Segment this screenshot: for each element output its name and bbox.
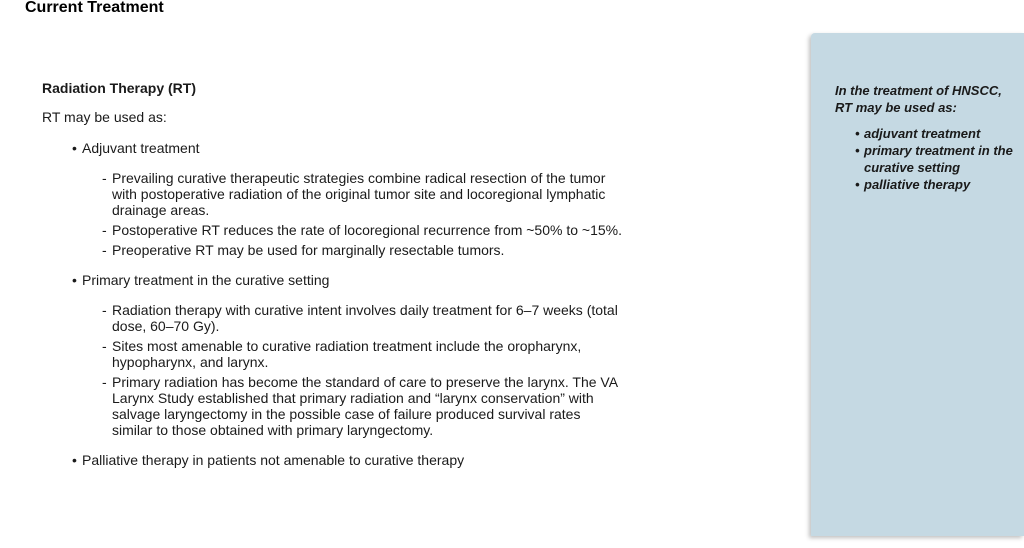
dash: -	[102, 374, 107, 390]
subitem-text: Preoperative RT may be used for marginally resectable tumors.	[112, 242, 505, 258]
section-heading: Radiation Therapy (RT)	[42, 80, 197, 96]
sidebar-item-label: adjuvant treatment	[864, 126, 981, 141]
sidebar-list	[835, 125, 1015, 193]
list-item	[102, 302, 622, 334]
sidebar-item	[855, 176, 1015, 193]
bullet-dot: •	[72, 272, 77, 288]
dash: -	[102, 242, 107, 258]
bullet-primary	[72, 272, 622, 288]
subitem-text: Radiation therapy with curative intent involves daily treatment for 6–7 weeks (total dose, 60–70 Gy).	[112, 302, 618, 334]
dash: -	[102, 170, 107, 186]
sidebar-item-label: primary treatment in the curative setting	[864, 143, 1013, 175]
bullet-label: Adjuvant treatment	[82, 140, 200, 156]
list-item	[102, 242, 622, 258]
list-item	[102, 170, 622, 218]
page-title: Current Treatment	[25, 0, 164, 16]
dash: -	[102, 222, 107, 238]
dash: -	[102, 338, 107, 354]
subitem-text: Postoperative RT reduces the rate of locoregional recurrence from ~50% to ~15%.	[112, 222, 622, 238]
list-item	[102, 338, 622, 370]
bullet-palliative	[72, 452, 622, 468]
list-item	[102, 374, 622, 438]
dash: -	[102, 302, 107, 318]
subitems-primary	[102, 302, 622, 438]
bullet-dot: •	[72, 452, 77, 468]
sidebar-callout	[811, 33, 1024, 536]
bullet-adjuvant	[72, 140, 622, 156]
bullet-dot: •	[855, 126, 860, 141]
sidebar-intro: In the treatment of HNSCC, RT may be used as:	[835, 83, 1002, 115]
sidebar-text	[835, 82, 1015, 193]
sidebar-item-label: palliative therapy	[864, 177, 971, 192]
list-item	[102, 222, 622, 238]
subitem-text: Sites most amenable to curative radiation treatment include the oropharynx, hypopharynx, and larynx.	[112, 338, 582, 370]
sidebar-item	[855, 142, 1015, 176]
subitems-adjuvant	[102, 170, 622, 258]
subitem-text: Primary radiation has become the standard of care to preserve the larynx. The VA Larynx Study established that primary radiation and “larynx conservation” with salvage laryngectomy in the possible case of failure produced survival rates similar to those obtained with primary laryngectomy.	[112, 374, 618, 438]
bullet-dot: •	[72, 140, 77, 156]
subitem-text: Prevailing curative therapeutic strategies combine radical resection of the tumor with postoperative radiation of the original tumor site and locoregional lymphatic drainage areas.	[112, 170, 606, 218]
bullet-dot: •	[855, 143, 860, 158]
intro-text: RT may be used as:	[42, 109, 167, 125]
main-content	[42, 80, 622, 482]
sidebar-item	[855, 125, 1015, 142]
bullet-dot: •	[855, 177, 860, 192]
bullet-label: Primary treatment in the curative setting	[82, 272, 330, 288]
bullet-label: Palliative therapy in patients not amenable to curative therapy	[82, 452, 465, 468]
